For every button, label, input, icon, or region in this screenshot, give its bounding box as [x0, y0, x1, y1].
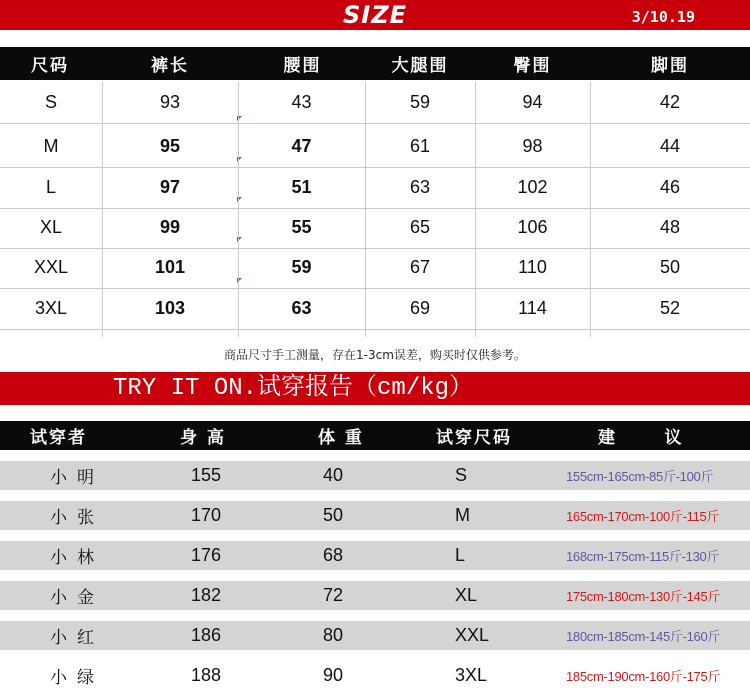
column-divider	[238, 82, 239, 337]
cell-hip: 94	[522, 92, 543, 112]
cell-weight: 90	[323, 665, 344, 685]
cell-length: 97	[159, 177, 181, 197]
size-date: 3/10.19	[631, 8, 695, 26]
try-on-title: TRY IT ON.试穿报告（cm/kg）	[113, 375, 474, 402]
cell-height: 170	[191, 505, 222, 525]
header-waist: 腰围	[283, 56, 322, 76]
cell-thigh: 61	[409, 136, 431, 156]
cell-thigh: 69	[409, 298, 431, 318]
header-length: 裤长	[151, 56, 189, 76]
cell-hip: 106	[517, 217, 548, 237]
size-table-body	[0, 82, 750, 337]
table-row	[0, 621, 750, 650]
cell-waist: 59	[291, 257, 312, 277]
table-row	[0, 501, 750, 530]
cell-hip: 102	[517, 177, 548, 197]
cell-hip: 110	[518, 257, 547, 277]
cell-weight: 50	[323, 505, 344, 525]
cell-size: XL	[39, 217, 63, 237]
header-thigh: 大腿围	[391, 56, 449, 76]
cell-length: 103	[154, 298, 186, 318]
cell-waist: 55	[291, 217, 312, 237]
header-tester: 试穿者	[30, 428, 87, 448]
size-title: SIZE	[342, 1, 407, 29]
cell-height: 188	[191, 665, 222, 685]
cell-weight: 72	[323, 585, 344, 605]
column-divider	[475, 82, 476, 337]
table-row	[0, 661, 750, 690]
cell-weight: 80	[323, 625, 344, 645]
header-ankle: 脚围	[651, 56, 689, 76]
cell-suggestion: 155cm-165cm-85斤-100斤	[566, 469, 714, 484]
cell-tester: 小红	[50, 628, 104, 648]
cell-suggestion: 180cm-185cm-145斤-160斤	[566, 629, 721, 644]
cell-suggestion: 185cm-190cm-160斤-175斤	[566, 669, 721, 684]
cell-try-size: S	[455, 465, 468, 485]
table-row	[0, 82, 750, 124]
cell-tester: 小明	[50, 468, 104, 488]
cell-tester: 小金	[50, 588, 104, 608]
cell-height: 176	[191, 545, 222, 565]
column-divider	[102, 82, 103, 337]
cell-height: 182	[191, 585, 222, 605]
cell-waist: 51	[291, 177, 312, 197]
table-row	[0, 541, 750, 570]
cell-ankle: 44	[659, 136, 681, 156]
cell-tester: 小绿	[50, 668, 104, 688]
cell-thigh: 67	[409, 257, 431, 277]
cell-weight: 40	[323, 465, 344, 485]
table-row	[0, 126, 750, 168]
cell-suggestion: 165cm-170cm-100斤-115斤	[566, 509, 720, 524]
table-row	[0, 461, 750, 490]
cell-ankle: 48	[659, 217, 681, 237]
cell-waist: 47	[291, 136, 312, 156]
cell-tester: 小张	[50, 508, 104, 528]
cell-length: 99	[159, 217, 181, 237]
cell-ankle: 46	[659, 177, 681, 197]
cell-hip: 114	[518, 298, 547, 318]
cell-suggestion: 168cm-175cm-115斤-130斤	[566, 549, 720, 564]
cell-ankle: 42	[659, 92, 681, 112]
table-row	[0, 581, 750, 610]
cell-thigh: 59	[409, 92, 431, 112]
cell-length: 95	[159, 136, 181, 156]
cell-size: L	[45, 177, 56, 197]
cell-tester: 小林	[50, 548, 104, 568]
cell-ankle: 50	[659, 257, 681, 277]
cell-thigh: 63	[409, 177, 431, 197]
cell-length: 93	[159, 92, 181, 112]
table-row	[0, 288, 750, 330]
table-row	[0, 207, 750, 249]
cell-try-size: M	[455, 505, 470, 525]
header-height: 身 高	[180, 428, 226, 448]
cell-ankle: 52	[659, 298, 681, 318]
cell-try-size: XL	[455, 585, 478, 605]
cell-waist: 43	[291, 92, 312, 112]
size-banner	[0, 0, 750, 30]
cell-weight: 68	[323, 545, 344, 565]
cell-size: XXL	[33, 257, 69, 277]
table-row	[0, 167, 750, 209]
cell-size: M	[43, 136, 59, 156]
cell-thigh: 65	[409, 217, 431, 237]
cell-try-size: L	[455, 545, 466, 565]
cell-try-size: 3XL	[455, 665, 488, 685]
try-on-banner	[0, 372, 750, 405]
column-divider	[590, 82, 591, 337]
cell-try-size: XXL	[455, 625, 490, 645]
cell-height: 155	[191, 465, 222, 485]
cell-hip: 98	[522, 136, 543, 156]
header-size: 尺码	[31, 56, 69, 76]
cell-length: 101	[154, 257, 186, 277]
header-suggestion: 建 议	[598, 428, 684, 448]
cell-suggestion: 175cm-180cm-130斤-145斤	[566, 589, 721, 604]
cell-size: S	[44, 92, 57, 112]
cell-waist: 63	[291, 298, 312, 318]
size-table-header	[0, 47, 750, 80]
cell-height: 186	[191, 625, 222, 645]
header-hip: 臀围	[513, 56, 552, 76]
measurement-note: 商品尺寸手工测量，存在1-3cm误差，购买时仅供参考。	[224, 348, 526, 362]
header-try-size: 试穿尺码	[436, 428, 512, 448]
cell-size: 3XL	[34, 298, 68, 318]
header-weight: 体 重	[318, 428, 364, 448]
try-table-header	[0, 421, 750, 450]
table-row	[0, 247, 750, 289]
column-divider	[365, 82, 366, 337]
